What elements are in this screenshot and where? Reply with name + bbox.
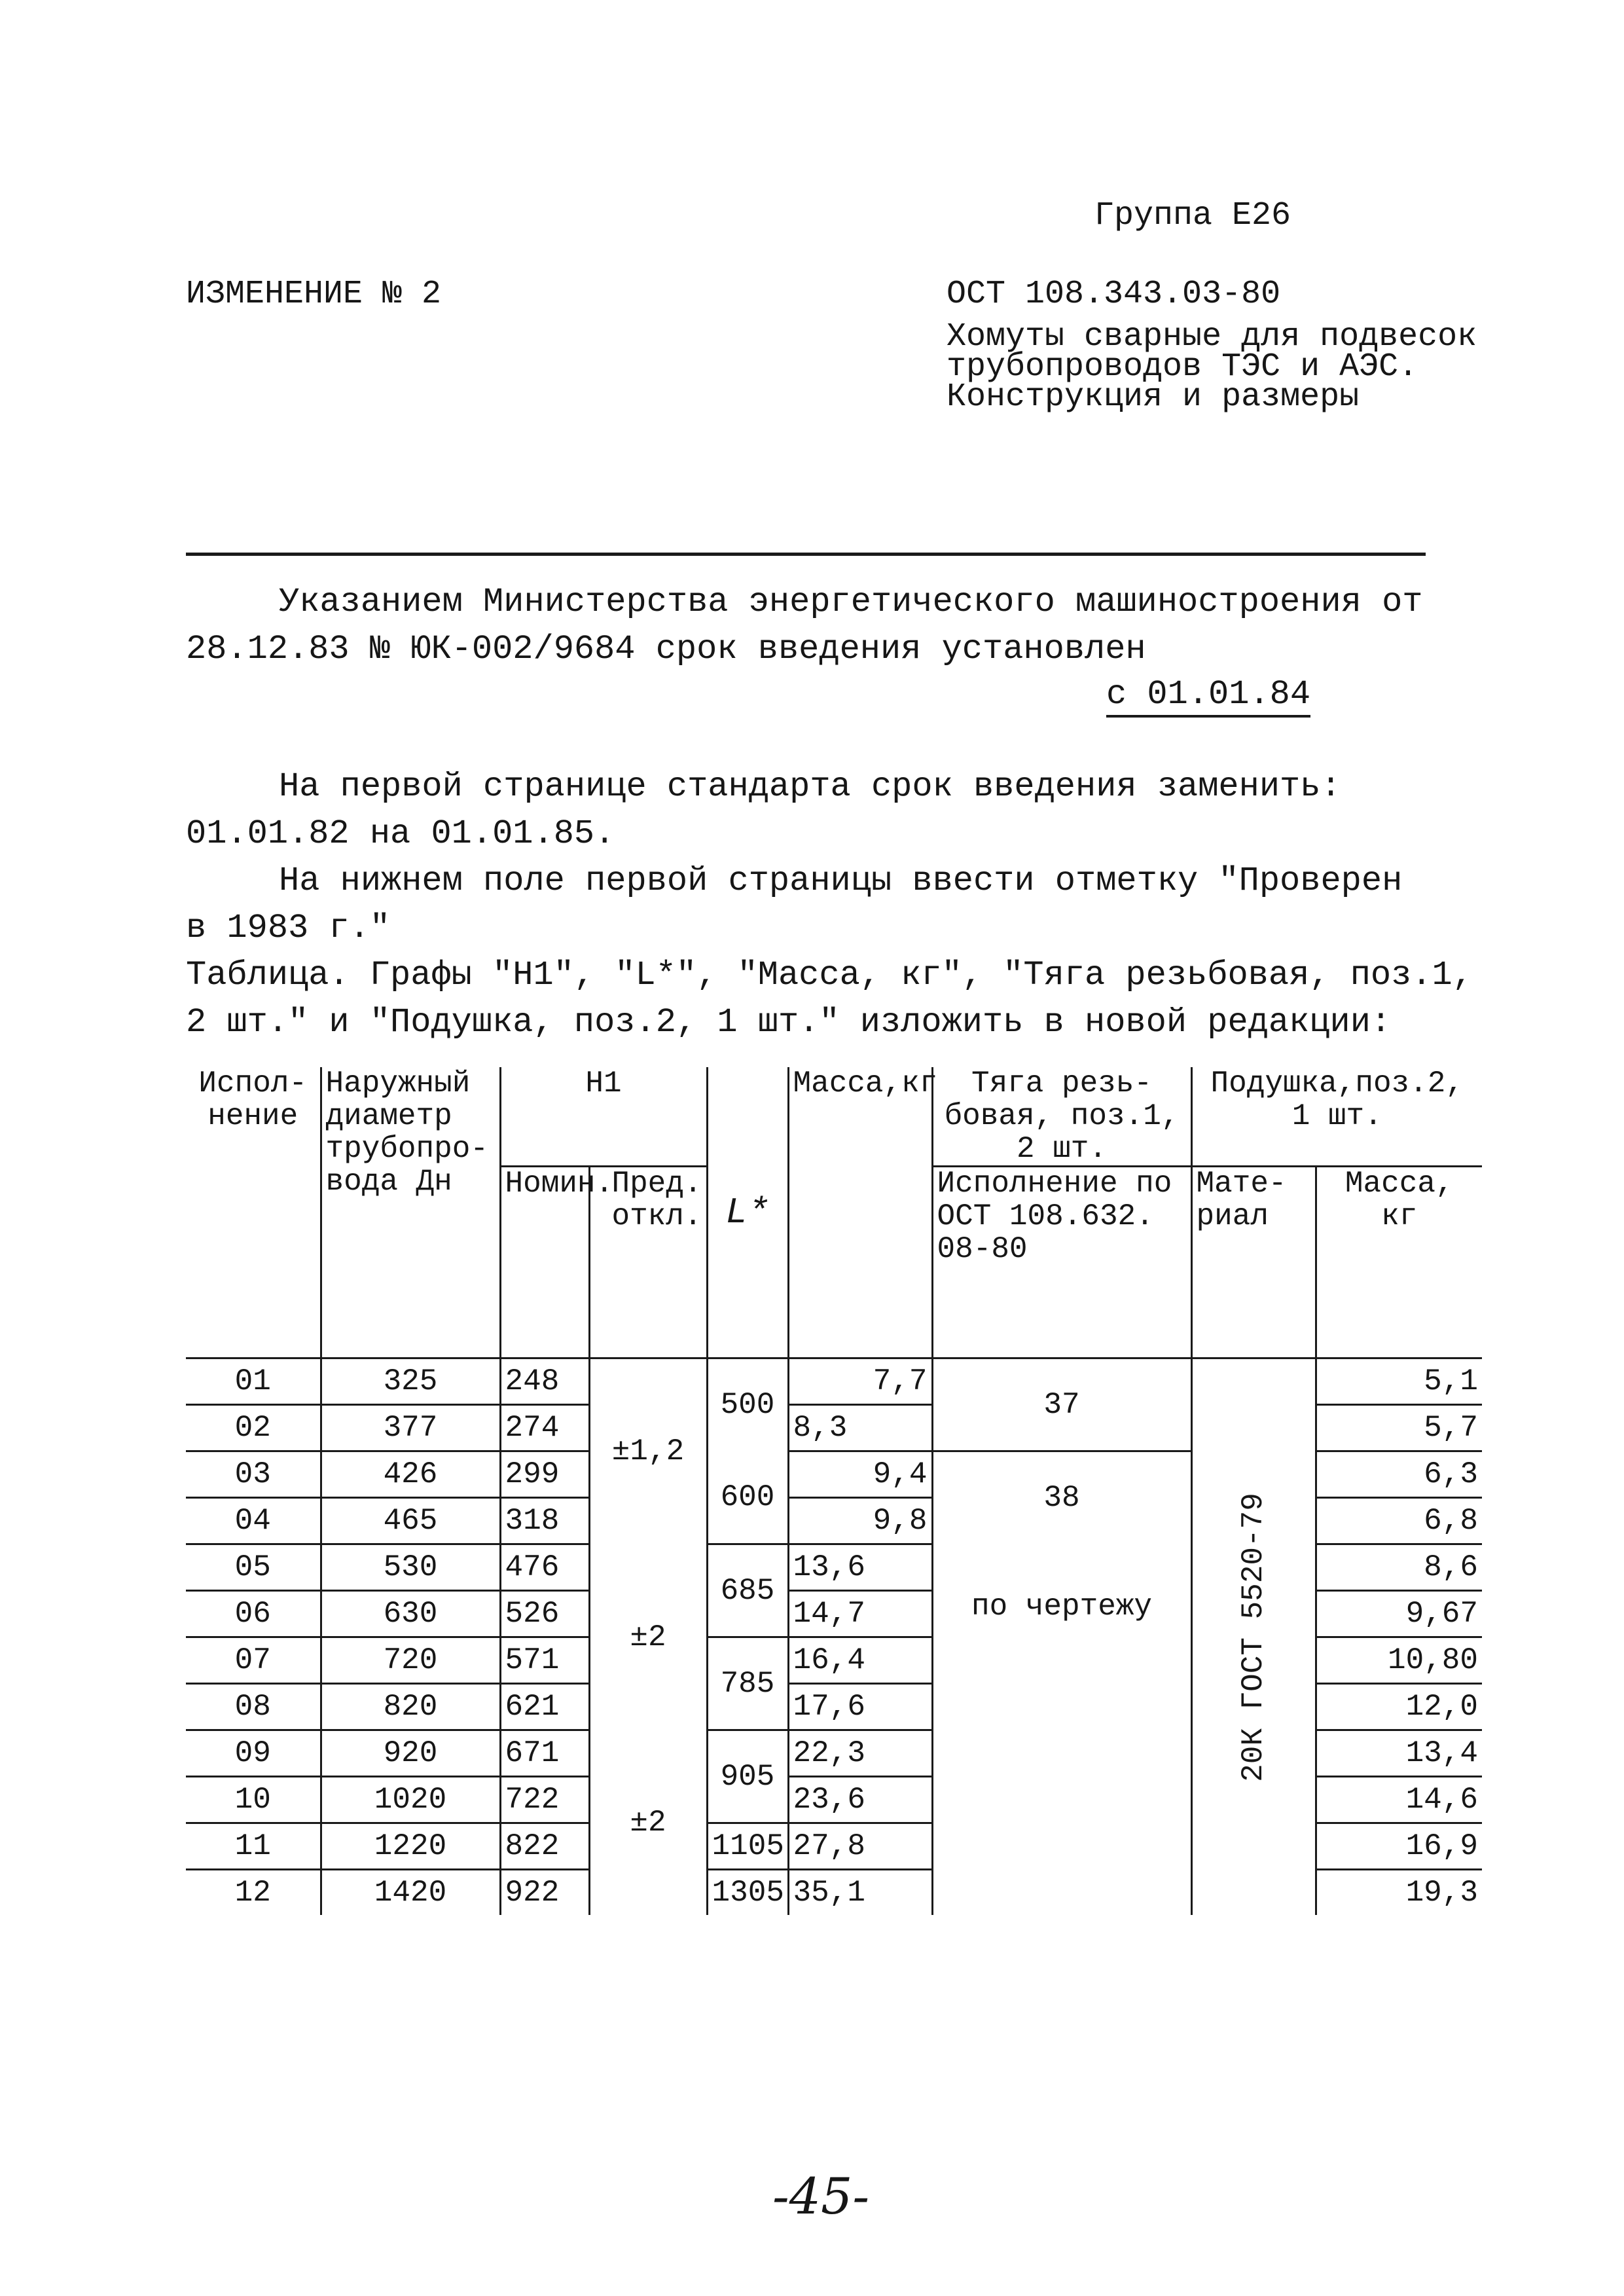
cell-mass: 23,6 <box>788 1777 932 1823</box>
standard-title <box>947 318 1477 416</box>
cell-l: 785 <box>707 1637 788 1730</box>
col-h1-nom-header: Номин. <box>500 1167 589 1358</box>
cell-pad-mass: 9,67 <box>1316 1591 1482 1637</box>
standard-number: ОСТ 108.343.03-80 <box>947 276 1281 313</box>
cell-pad-mass: 14,6 <box>1316 1777 1482 1823</box>
cell-diameter: 1020 <box>321 1777 500 1823</box>
cell-mass: 27,8 <box>788 1823 932 1870</box>
cell-rod: по чертежу <box>932 1544 1191 1916</box>
effective-date: с 01.01.84 <box>1106 674 1310 718</box>
cell-diameter: 530 <box>321 1544 500 1591</box>
title-line: трубопроводов ТЭС и АЭС. <box>947 348 1418 386</box>
col-h1-header: H1 <box>500 1067 707 1167</box>
cell-h1: 526 <box>500 1591 589 1637</box>
cell-diameter: 720 <box>321 1637 500 1684</box>
cell-h1: 822 <box>500 1823 589 1870</box>
cell-mass: 35,1 <box>788 1870 932 1916</box>
cell-pad-mass: 5,1 <box>1316 1358 1482 1405</box>
cell-h1: 671 <box>500 1730 589 1777</box>
cell-diameter: 920 <box>321 1730 500 1777</box>
col-l-header: L* <box>707 1067 788 1358</box>
cell-variant: 01 <box>186 1358 321 1405</box>
cell-mass: 22,3 <box>788 1730 932 1777</box>
cell-h1: 621 <box>500 1684 589 1730</box>
title-line: Хомуты сварные для подвесок <box>947 318 1477 355</box>
cell-l: 1105 <box>707 1823 788 1870</box>
cell-l: 1305 <box>707 1870 788 1916</box>
cell-h1: 722 <box>500 1777 589 1823</box>
cell-rod: 38 <box>932 1451 1191 1544</box>
cell-mass: 9,4 <box>788 1451 932 1498</box>
p2-line1: На первой странице стандарта срок введения заменить: <box>279 767 1341 806</box>
cell-diameter: 1220 <box>321 1823 500 1870</box>
cell-l: 905 <box>707 1730 788 1823</box>
cell-h1: 318 <box>500 1498 589 1544</box>
cell-variant: 12 <box>186 1870 321 1916</box>
cell-h1: 476 <box>500 1544 589 1591</box>
cell-h1: 571 <box>500 1637 589 1684</box>
cell-l: 600 <box>707 1451 788 1544</box>
cell-variant: 03 <box>186 1451 321 1498</box>
p3-line1: На нижнем поле первой страницы ввести отметку "Проверен <box>279 862 1403 900</box>
cell-mass: 17,6 <box>788 1684 932 1730</box>
cell-mass: 9,8 <box>788 1498 932 1544</box>
p1-line1: Указанием Министерства энергетического машиностроения от <box>279 583 1423 621</box>
p2-line2: 01.01.82 на 01.01.85. <box>186 814 615 853</box>
cell-variant: 04 <box>186 1498 321 1544</box>
cell-diameter: 465 <box>321 1498 500 1544</box>
title-line: Конструкция и размеры <box>947 378 1360 416</box>
cell-mass: 13,6 <box>788 1544 932 1591</box>
cell-diameter: 377 <box>321 1405 500 1451</box>
p4-line1: Таблица. Графы "H1", "L*", "Масса, кг", "Тяга резьбовая, поз.1, <box>186 956 1473 994</box>
cell-deviation: ±1,2 <box>589 1358 707 1544</box>
cell-h1: 299 <box>500 1451 589 1498</box>
cell-pad-material <box>1191 1358 1316 1916</box>
cell-variant: 05 <box>186 1544 321 1591</box>
cell-l: 500 <box>707 1358 788 1451</box>
cell-diameter: 325 <box>321 1358 500 1405</box>
col-rod-header: Тяга резь-бовая, поз.1, 2 шт. <box>932 1067 1191 1167</box>
cell-pad-mass: 12,0 <box>1316 1684 1482 1730</box>
pad-material-text: 20К ГОСТ 5520-79 <box>1236 1492 1271 1782</box>
col-variant-header: Испол-нение <box>186 1067 321 1358</box>
cell-pad-mass: 13,4 <box>1316 1730 1482 1777</box>
cell-variant: 11 <box>186 1823 321 1870</box>
dimension-table <box>186 1067 1482 1915</box>
cell-pad-mass: 6,8 <box>1316 1498 1482 1544</box>
cell-pad-mass: 8,6 <box>1316 1544 1482 1591</box>
cell-mass: 8,3 <box>788 1405 932 1451</box>
cell-pad-mass: 19,3 <box>1316 1870 1482 1916</box>
cell-diameter: 1420 <box>321 1870 500 1916</box>
col-h1-dev-header: Пред. откл. <box>589 1167 707 1358</box>
table-row <box>186 1358 1482 1405</box>
cell-variant: 02 <box>186 1405 321 1451</box>
cell-h1: 922 <box>500 1870 589 1916</box>
cell-variant: 06 <box>186 1591 321 1637</box>
p3-line2: в 1983 г." <box>186 909 391 947</box>
cell-mass: 14,7 <box>788 1591 932 1637</box>
cell-pad-mass: 16,9 <box>1316 1823 1482 1870</box>
cell-diameter: 820 <box>321 1684 500 1730</box>
cell-pad-mass: 5,7 <box>1316 1405 1482 1451</box>
page-number: -45- <box>772 2167 870 2225</box>
cell-variant: 08 <box>186 1684 321 1730</box>
col-pad-material-header: Мате-риал <box>1191 1167 1316 1358</box>
col-mass-header: Масса,кг <box>788 1067 932 1358</box>
col-pad-mass-header: Масса, кг <box>1316 1167 1482 1358</box>
cell-diameter: 630 <box>321 1591 500 1637</box>
cell-h1: 248 <box>500 1358 589 1405</box>
col-diameter-header: Наружный диаметр трубопро-вода Дн <box>321 1067 500 1358</box>
cell-pad-mass: 6,3 <box>1316 1451 1482 1498</box>
p1-line2: 28.12.83 № ЮК-002/9684 срок введения установлен <box>186 630 1146 668</box>
group-label: Группа Е26 <box>1094 197 1291 234</box>
cell-variant: 07 <box>186 1637 321 1684</box>
cell-variant: 09 <box>186 1730 321 1777</box>
cell-mass: 7,7 <box>788 1358 932 1405</box>
change-label: ИЗМЕНЕНИЕ № 2 <box>186 276 442 313</box>
cell-pad-mass: 10,80 <box>1316 1637 1482 1684</box>
cell-diameter: 426 <box>321 1451 500 1498</box>
cell-l: 685 <box>707 1544 788 1637</box>
header-divider <box>186 553 1426 556</box>
cell-deviation: ±2 <box>589 1544 707 1730</box>
p4-line2: 2 шт." и "Подушка, поз.2, 1 шт." изложить в новой редакции: <box>186 1003 1392 1042</box>
cell-deviation: ±2 <box>589 1730 707 1916</box>
col-rod-sub-header: Исполнение по ОСТ 108.632. 08-80 <box>932 1167 1191 1358</box>
cell-rod: 37 <box>932 1358 1191 1451</box>
cell-mass: 16,4 <box>788 1637 932 1684</box>
cell-variant: 10 <box>186 1777 321 1823</box>
col-pad-header: Подушка,поз.2, 1 шт. <box>1191 1067 1482 1167</box>
cell-h1: 274 <box>500 1405 589 1451</box>
